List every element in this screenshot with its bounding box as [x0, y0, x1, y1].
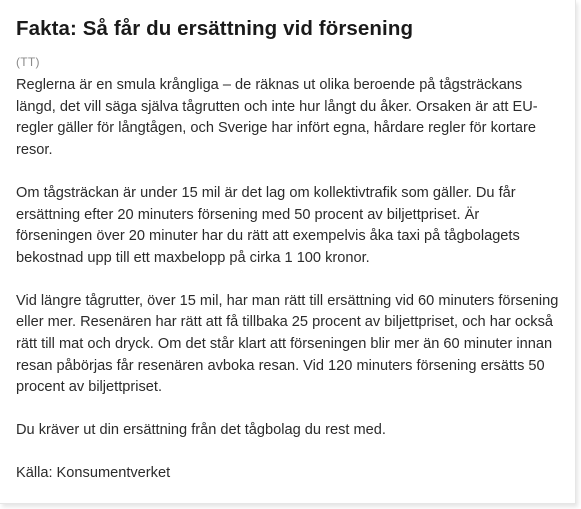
paragraph-intro: Reglerna är en smula krångliga – de räknas ut olika beroende på tågsträckans längd, det vill säga själva tågrutten och inte hur långt du åker. Orsaken är att EU-regler gäller för långtågen, och Sverige har infört egna, hårdare regler för kortare resor.: [16, 77, 538, 159]
paragraph-long-routes: Vid längre tågrutter, över 15 mil, har man rätt till ersättning vid 60 minuters försening eller mer. Resenären har rätt att få tillbaka 25 procent av biljettpriset, och har också rätt till mat och dryck. Om det står klart att förseningen blir mer än 60 minuter innan resan påbörjas får resenären avboka resan. Vid 120 minuters försening ersätts 50 procent av biljettpriset.: [16, 292, 559, 396]
paragraph-short-routes: Om tågsträckan är under 15 mil är det lag om kollektivtrafik som gäller. Du får ersättning efter 20 minuters försening med 50 procent av biljettpriset. Är förseningen över 20 minuter har du rätt att exempelvis åka taxi på tågbolagets bekostnad upp till ett maxbelopp på cirka 1 100 kronor.: [16, 184, 520, 266]
article-byline: (TT): [16, 55, 40, 69]
article-title: Fakta: Så får du ersättning vid försening: [16, 17, 414, 40]
article-body: [16, 75, 559, 485]
paragraph-claim: Du kräver ut din ersättning från det tågbolag du rest med.: [16, 422, 386, 439]
article-source: Källa: Konsumentverket: [16, 464, 171, 481]
